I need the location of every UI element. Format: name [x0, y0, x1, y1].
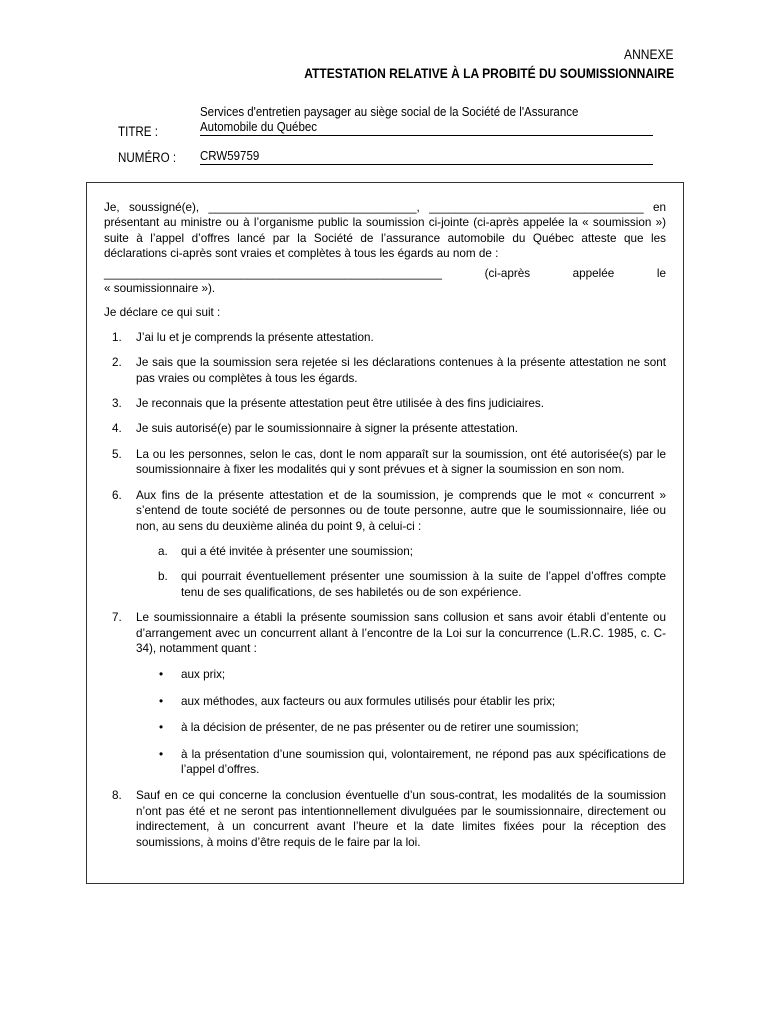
item-number: 4. — [112, 422, 122, 436]
numero-label: NUMÉRO : — [118, 150, 177, 165]
item-text: Je suis autorisé(e) par le soumissionnaire à signer la présente attestation. — [136, 422, 518, 436]
intro-line-4: « soumissionnaire »). — [104, 282, 216, 296]
bullet-icon: • — [159, 694, 164, 708]
list-item — [104, 330, 666, 345]
item-text: Je reconnais que la présente attestation peut être utilisée à des fins judiciaires. — [136, 397, 545, 411]
document-title: ATTESTATION RELATIVE À LA PROBITÉ DU SOUMISSIONNAIRE — [304, 65, 674, 81]
bullet-text: aux prix; — [181, 668, 226, 682]
intro-paragraph: présentant au ministre ou à l’organisme public la soumission ci-jointe (ci-après appelée la « soumission ») suite à l’appel d’offres lancé par la Société de l’assurance automobile du Québec atteste que les déclarations ci-après sont vraies et complètes à tous les égards au nom de : — [104, 216, 666, 261]
titre-value — [200, 105, 653, 136]
bullet-item — [136, 694, 666, 709]
bullet-item — [136, 720, 666, 735]
sub-list-item — [136, 569, 666, 600]
declare-line: Je déclare ce qui suit : — [104, 306, 221, 320]
sub-item-text: qui pourrait éventuellement présenter une soumission à la suite de l’appel d’offres compte tenu de ses qualifications, de ses habiletés ou de son expérience. — [181, 570, 666, 599]
item-text: Je sais que la soumission sera rejetée si les déclarations contenues à la présente attestation ne sont pas vraies ou complètes à tous les égards. — [136, 356, 666, 385]
item-text: Aux fins de la présente attestation et de la soumission, je comprends que le mot « concurrent » s’entend de toute société de personnes ou de toute personne, autre que le soumissionnaire, liée ou non, au sens du deuxième alinéa du point 9, à celui-ci : — [136, 488, 666, 533]
bullet-item — [136, 667, 666, 682]
bullet-text: à la présentation d’une soumission qui, volontairement, ne répond pas aux spécifications de l’appel d’offres. — [181, 747, 666, 776]
item-number: 8. — [112, 789, 122, 803]
sub-item-letter: a. — [158, 544, 168, 558]
annexe-label: ANNEXE — [624, 46, 674, 62]
item-number: 1. — [112, 330, 122, 344]
item-text: Sauf en ce qui concerne la conclusion éventuelle d’un sous-contrat, les modalités de la soumission n’ont pas été et ne seront pas intentionnellement divulguées par le soumissionnaire, directement ou indirectement, à un concurrent avant l’heure et la date limites fixées pour la réception des soumissions, à moins d’être requis de le faire par la loi. — [136, 789, 666, 849]
sub-item-letter: b. — [158, 570, 168, 584]
item-number: 5. — [112, 447, 122, 461]
list-item — [104, 788, 666, 850]
item-text: J’ai lu et je comprends la présente attestation. — [136, 330, 374, 344]
intro-line-1: Je, soussigné(e), ________________________________, _________________________________ en — [104, 201, 666, 214]
bullet-text: aux méthodes, aux facteurs ou aux formules utilisés pour établir les prix; — [181, 694, 556, 708]
list-item — [104, 396, 666, 411]
bullet-icon: • — [159, 747, 164, 761]
item-number: 2. — [112, 356, 122, 370]
list-item — [104, 488, 666, 600]
titre-value-line1: Services d'entretien paysager au siège social de la Société de l'Assurance — [200, 105, 579, 119]
item-text: La ou les personnes, selon le cas, dont le nom apparaît sur la soumission, ont été autorisée(s) par le soumissionnaire à fixer les modalités qui y sont prévues et à signer la soumission en son nom. — [136, 447, 666, 477]
list-item — [104, 447, 666, 478]
bullet-list — [136, 667, 666, 777]
titre-value-line2: Automobile du Québec — [200, 120, 317, 134]
numero-value-text: CRW59759 — [200, 149, 260, 163]
item-number: 3. — [112, 397, 122, 411]
bullet-text: à la décision de présenter, de ne pas présenter ou de retirer une soumission; — [181, 721, 579, 735]
list-item — [104, 610, 666, 777]
intro-line-3: ____________________________________________________ (ci-après appelée le — [104, 266, 666, 280]
sub-list-item — [136, 544, 666, 559]
numero-value — [200, 149, 653, 165]
item-number: 6. — [112, 488, 122, 502]
list-item — [104, 355, 666, 386]
bullet-item — [136, 747, 666, 778]
sub-list — [136, 544, 666, 600]
item-number: 7. — [112, 611, 122, 625]
bullet-icon: • — [159, 721, 164, 735]
list-item — [104, 421, 666, 436]
attestation-body — [104, 200, 666, 860]
sub-item-text: qui a été invitée à présenter une soumission; — [181, 544, 413, 558]
item-text: Le soumissionnaire a établi la présente soumission sans collusion et sans avoir établi d’entente ou d’arrangement avec un concurrent allant à l’encontre de la Loi sur la concurrence (L.R.C. 1985, c. C-34), notamment quant : — [136, 611, 666, 655]
declaration-list — [104, 330, 666, 850]
bullet-icon: • — [159, 668, 164, 682]
titre-label: TITRE : — [118, 124, 158, 139]
